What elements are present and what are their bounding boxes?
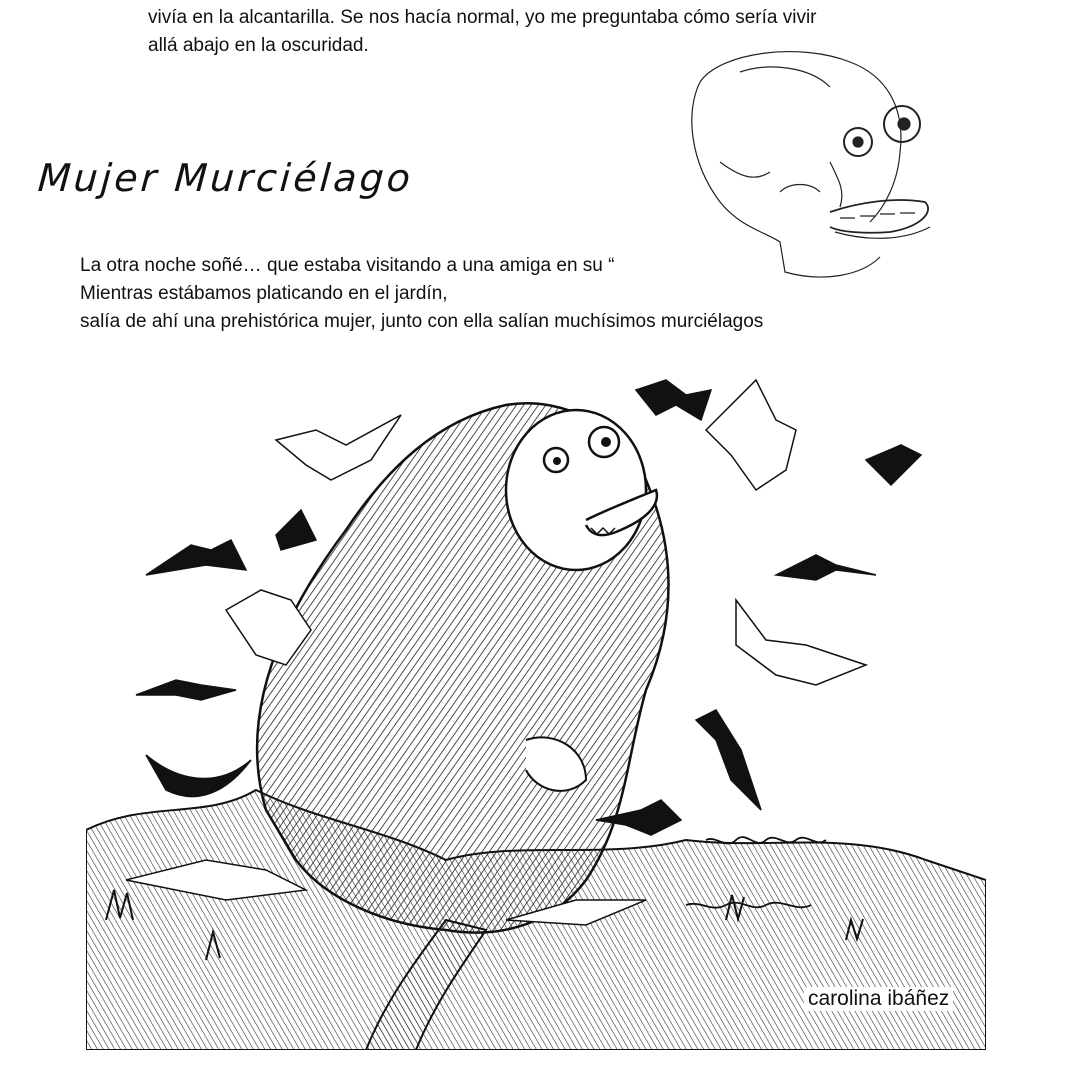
story-line-3: salía de ahí una prehistórica mujer, junto con ella salían muchísimos murciélagos <box>80 311 764 332</box>
intro-line-2: allá abajo en la oscuridad. <box>148 35 369 56</box>
story-paragraph <box>80 252 763 336</box>
story-line-1: La otra noche soñé… que estaba visitando a una amiga en su “ <box>80 255 615 276</box>
author-credit: carolina ibáñez <box>804 987 953 1011</box>
story-line-2: Mientras estábamos platicando en el jardín, <box>80 283 448 304</box>
page-title: Mujer Murciélago <box>36 156 415 200</box>
intro-line-1: vivía en la alcantarilla. Se nos hacía normal, yo me preguntaba cómo sería vivir <box>148 7 817 28</box>
bat-woman-illustration <box>86 360 986 1050</box>
